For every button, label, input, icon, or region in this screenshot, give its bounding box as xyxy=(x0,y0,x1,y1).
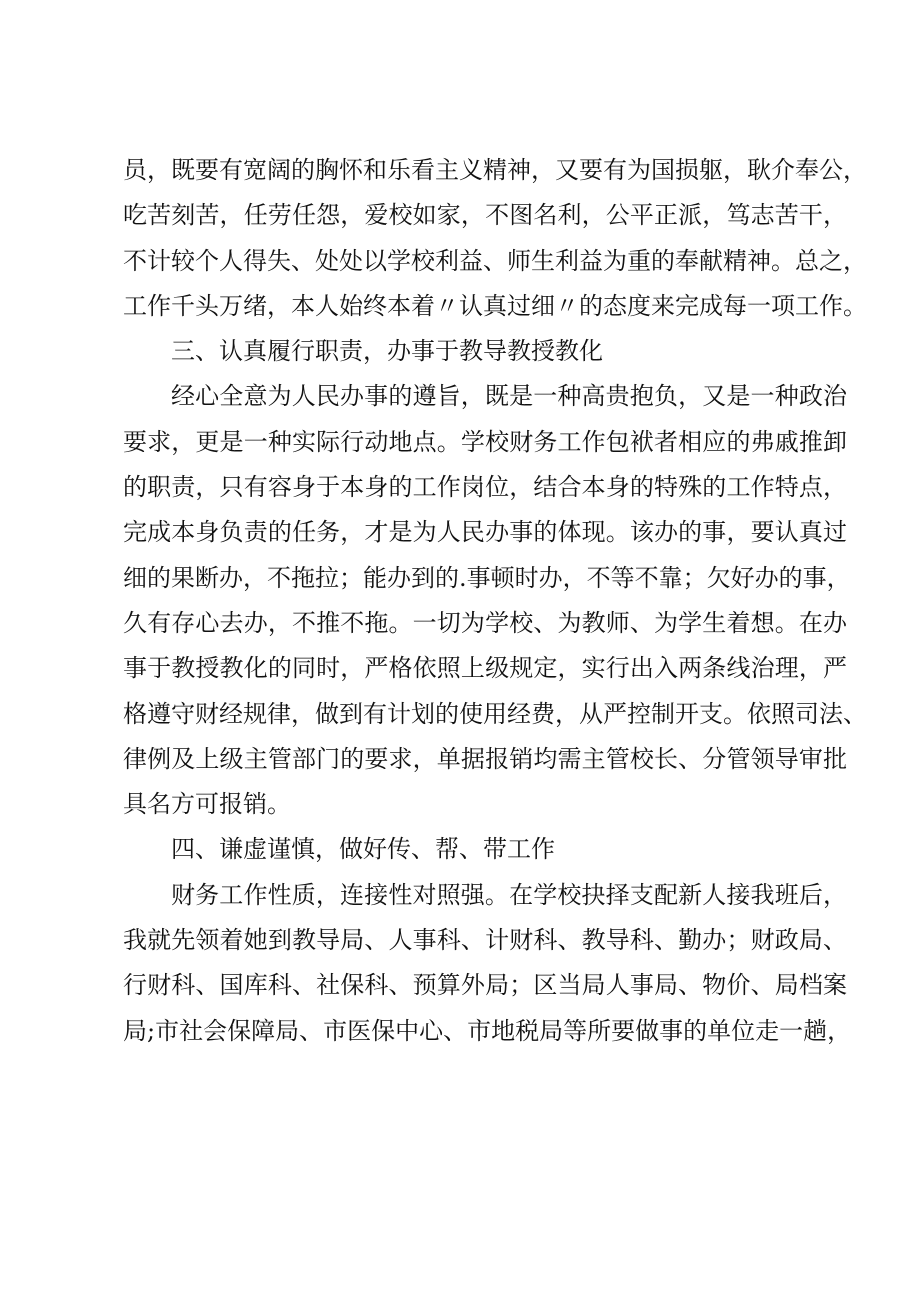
text-line: 的职责，只有容身于本身的工作岗位，结合本身的特殊的工作特点， xyxy=(123,473,847,502)
text-line: 事于教授教化的同时，严格依照上级规定，实行出入两条线治理，严 xyxy=(123,654,847,683)
text-line: 久有存心去办，不推不拖。一切为学校、为教师、为学生着想。在办 xyxy=(123,608,847,637)
text-line: 局;市社会保障局、市医保中心、市地税局等所要做事的单位走一趟， xyxy=(123,1016,852,1045)
paragraph-first-line: 财务工作性质，连接性对照强。在学校抉择支配新人接我班后， xyxy=(171,880,847,909)
text-line: 细的果断办，不拖拉；能办到的.事顿时办，不等不靠；欠好办的事， xyxy=(123,563,851,592)
text-line: 完成本身负责的任务，才是为人民办事的体现。该办的事，要认真过 xyxy=(123,518,847,547)
paragraph-last-line: 具名方可报销。 xyxy=(123,790,291,819)
text-line: 员，既要有宽阔的胸怀和乐看主义精神，又要有为国损躯，耿介奉公， xyxy=(123,156,867,184)
section-heading-4: 四、谦虚谨慎，做好传、帮、带工作 xyxy=(171,835,555,864)
text-line: 吃苦刻苦，任劳任怨，爱校如家，不图名利，公平正派，笃志苦干， xyxy=(123,201,847,230)
text-line: 要求，更是一种实际行动地点。学校财务工作包袱者相应的弗戚推卸 xyxy=(123,427,847,456)
document-body xyxy=(123,148,867,1054)
text-line: 行财科、国库科、社保科、预算外局；区当局人事局、物价、局档案 xyxy=(123,971,847,1000)
paragraph-first-line: 经心全意为人民办事的遵旨，既是一种高贵抱负，又是一种政治 xyxy=(171,382,847,411)
section-heading-3: 三、认真履行职责，办事于教导教授教化 xyxy=(171,337,603,366)
text-line: 工作千头万绪，本人始终本着〃认真过细〃的态度来完成每一项工作。 xyxy=(123,291,867,320)
text-line: 不计较个人得失、处处以学校利益、师生利益为重的奉献精神。总之， xyxy=(123,246,867,275)
text-line: 我就先领着她到教导局、人事科、计财科、教导科、勤办；财政局、 xyxy=(123,926,847,955)
text-line: 律例及上级主管部门的要求，单据报销均需主管校长、分管领导审批 xyxy=(123,744,847,773)
text-line: 格遵守财经规律，做到有计划的使用经费，从严控制开支。依照司法、 xyxy=(123,699,867,728)
